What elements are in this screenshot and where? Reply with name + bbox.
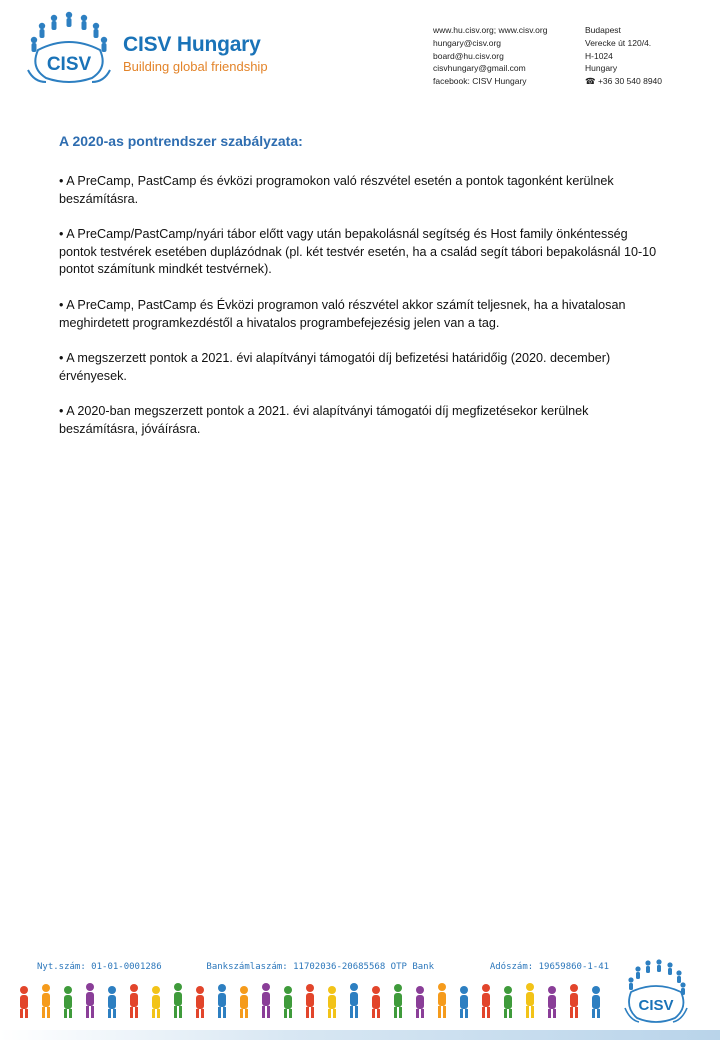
contact-facebook[interactable]: facebook: CISV Hungary	[433, 76, 527, 87]
footer-registration-number: Nyt.szám: 01-01-0001286	[37, 962, 162, 972]
document-body	[59, 133, 659, 457]
contact-phone: ☎ +36 30 540 8940	[585, 76, 662, 87]
footer-people-illustration	[12, 978, 612, 1028]
footer-bank-account: Bankszámlaszám: 11702036-20685568 OTP Bank	[206, 962, 434, 972]
bottom-decor-band	[0, 1030, 720, 1040]
rule-paragraph: • A PreCamp, PastCamp és Évközi programon való részvétel akkor számít teljesnek, ha a hivatalosan meghirdetett programkezdéstől a hivatalos programbefejezésig jelen van a tag.	[59, 297, 626, 330]
rule-paragraph: • A PreCamp, PastCamp és évközi programokon való részvétel esetén a pontok tagonként kerülnek beszámításra.	[59, 174, 614, 206]
contact-email-hungary[interactable]: hungary@cisv.org	[433, 37, 501, 48]
cisv-globe-logo	[22, 10, 116, 86]
rule-paragraph: • A PreCamp/PastCamp/nyári tábor előtt vagy után bepakolásnál segítség és Host family önkéntesség pontok testvérek esetében duplázódnak (pl. két testvér esetén, ha a család segít tábori bepakolásnál 10-10 pontot számítunk mindkét testvérnek).	[59, 227, 657, 277]
address-street: Verecke út 120/4.	[585, 37, 652, 48]
address-country: Hungary	[585, 63, 618, 74]
document-title: A 2020-as pontrendszer szabályzata:	[59, 133, 303, 149]
cisv-footer-logo	[621, 958, 691, 1028]
contact-web-email	[433, 24, 547, 88]
contact-email-gmail[interactable]: cisvhungary@gmail.com	[433, 63, 526, 74]
address-city: Budapest	[585, 25, 621, 35]
footer-logo-wordmark: CISV	[638, 997, 674, 1014]
contact-address	[585, 24, 662, 88]
address-postcode: H-1024	[585, 50, 613, 61]
rule-paragraph: • A 2020-ban megszerzett pontok a 2021. évi alapítványi támogatói díj megfizetésekor kerülnek beszámításra, jóváírásra.	[59, 404, 589, 436]
letterhead	[0, 0, 720, 100]
rule-paragraph: • A megszerzett pontok a 2021. évi alapítványi támogatói díj befizetési határidőig (2020. december) érvényesek.	[59, 351, 611, 383]
org-name: CISV Hungary	[123, 33, 261, 56]
people-row	[20, 983, 600, 1018]
logo-wordmark: CISV	[46, 54, 92, 75]
contact-website[interactable]: www.hu.cisv.org; www.cisv.org	[433, 25, 548, 35]
footer-company-info	[37, 962, 609, 972]
footer-tax-number: Adószám: 19659860-1-41	[489, 962, 610, 972]
contact-email-board[interactable]: board@hu.cisv.org	[433, 50, 504, 61]
org-tagline: Building global friendship	[123, 59, 268, 74]
